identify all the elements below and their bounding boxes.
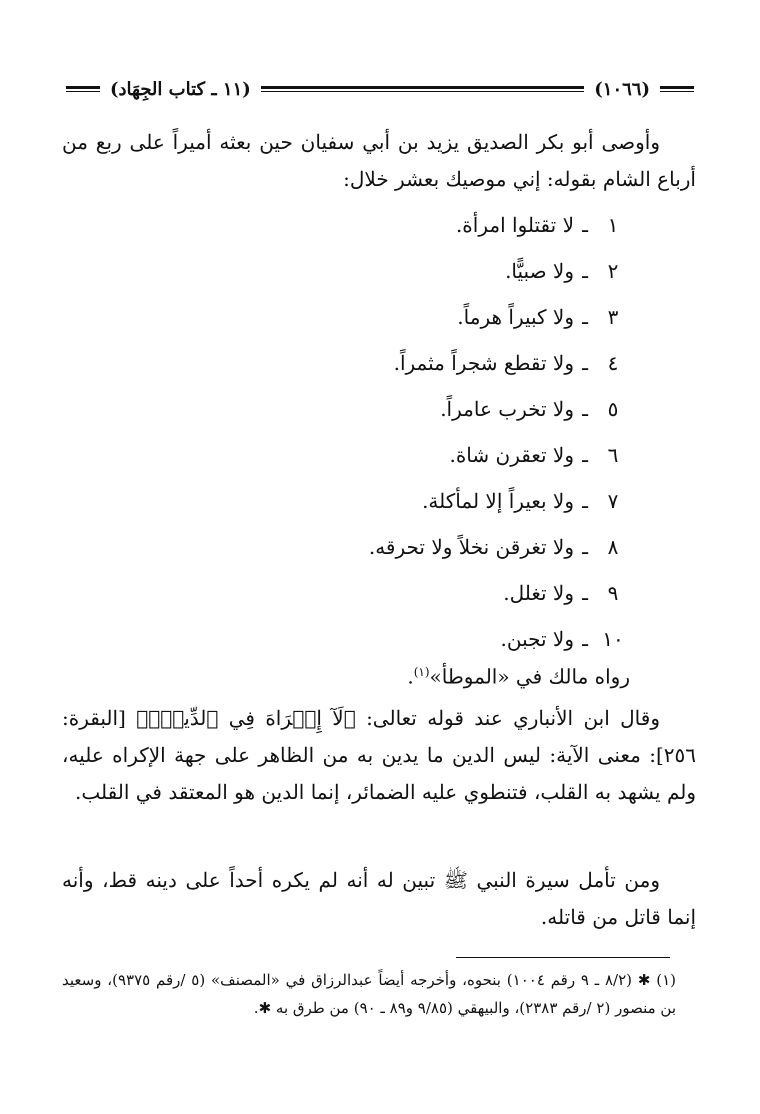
list-item-text: ولا تقطع شجراً مثمراً. <box>393 351 574 375</box>
narration-end: . <box>407 664 414 689</box>
list-item: ٩ ـ ولا تغلل. <box>200 574 630 620</box>
header-rule-left <box>66 86 100 92</box>
list-item: ٣ ـ ولا كبيراً هرماً. <box>200 298 630 344</box>
ten-commands-list <box>200 206 630 666</box>
header-rule-middle <box>261 86 584 92</box>
paragraph-ibn-al-anbari: وقال ابن الأنباري عند قوله تعالى: ﴿لَآ إِكۡرَاهَ فِي ٱلدِّينِۖ﴾ [البقرة: ٢٥٦]: معنى الآية: ليس الدين ما يدين به من الظاهر على جهة الإكراه عليه، ولم يشهد به القلب، فتنطوي عليه الضمائر، إنما الدين هو المعتقد في القلب. <box>62 706 696 804</box>
running-header <box>66 74 694 104</box>
list-item-text: ولا صبيًّا. <box>505 259 574 283</box>
list-item-number: ٧ <box>607 489 619 513</box>
footnote-marker[interactable]: (١) <box>413 665 430 679</box>
list-item-text: ولا تغرقن نخلاً ولا تحرقه. <box>368 535 574 559</box>
list-item: ١٠ ـ ولا تجبن. <box>200 620 630 666</box>
paragraph-prophet-sira: ومن تأمل سيرة النبي ﷺ تبين له أنه لم يكره أحداً على دينه قط، وأنه إنما قاتل من قاتله. <box>62 868 696 929</box>
list-item-number: ٨ <box>607 535 619 559</box>
list-item: ٢ ـ ولا صبيًّا. <box>200 252 630 298</box>
list-item-number: ١ <box>607 213 619 237</box>
list-item-text: ولا تعقرن شاة. <box>449 443 574 467</box>
list-item: ٦ ـ ولا تعقرن شاة. <box>200 436 630 482</box>
list-item-number: ١٠ <box>602 627 624 651</box>
list-item-number: ٥ <box>607 397 619 421</box>
list-item: ٤ ـ ولا تقطع شجراً مثمراً. <box>200 344 630 390</box>
chapter-title: (١١ ـ كتاب الجِهَاد) <box>110 78 251 100</box>
narration-text: رواه مالك في «الموطأ» <box>429 664 630 689</box>
list-item-number: ٦ <box>607 443 619 467</box>
page-number: (١٠٦٦) <box>594 78 650 100</box>
list-item-number: ٤ <box>607 351 619 375</box>
list-item-number: ٢ <box>607 259 619 283</box>
narration-attribution <box>300 654 630 695</box>
list-item-text: ولا تغلل. <box>503 581 574 605</box>
paragraph-abu-bakr: وأوصى أبو بكر الصديق يزيد بن أبي سفيان حين بعثه أميراً على ربع من أرباع الشام بقوله: إني موصيك بعشر خلال: <box>62 130 696 191</box>
header-rule-right <box>660 86 694 92</box>
list-item-text: ولا تجبن. <box>500 627 574 651</box>
list-item-number: ٣ <box>607 305 619 329</box>
list-item-text: ولا تخرب عامراً. <box>440 397 574 421</box>
list-item-text: لا تقتلوا امرأة. <box>455 213 574 237</box>
list-item: ٨ ـ ولا تغرقن نخلاً ولا تحرقه. <box>200 528 630 574</box>
list-item-number: ٩ <box>607 581 619 605</box>
list-item: ٧ ـ ولا بعيراً إلا لمأكلة. <box>200 482 630 528</box>
footnote-1: (١) ✱ (٨/٢ ـ ٩ رقم ١٠٠٤) بنحوه، وأخرجه أيضاً عبدالرزاق في «المصنف» (٥ /رقم ٩٣٧٥)، وسعيد بن منصور (٢ /رقم ٢٣٨٣)، والبيهقي (٩/٨٥ و٨٩ ـ ٩٠) من طرق به ✱. <box>62 971 676 1017</box>
list-item: ١ ـ لا تقتلوا امرأة. <box>200 206 630 252</box>
list-item: ٥ ـ ولا تخرب عامراً. <box>200 390 630 436</box>
footnote-separator <box>456 957 670 958</box>
list-item-text: ولا كبيراً هرماً. <box>457 305 574 329</box>
list-item-text: ولا بعيراً إلا لمأكلة. <box>422 489 574 513</box>
